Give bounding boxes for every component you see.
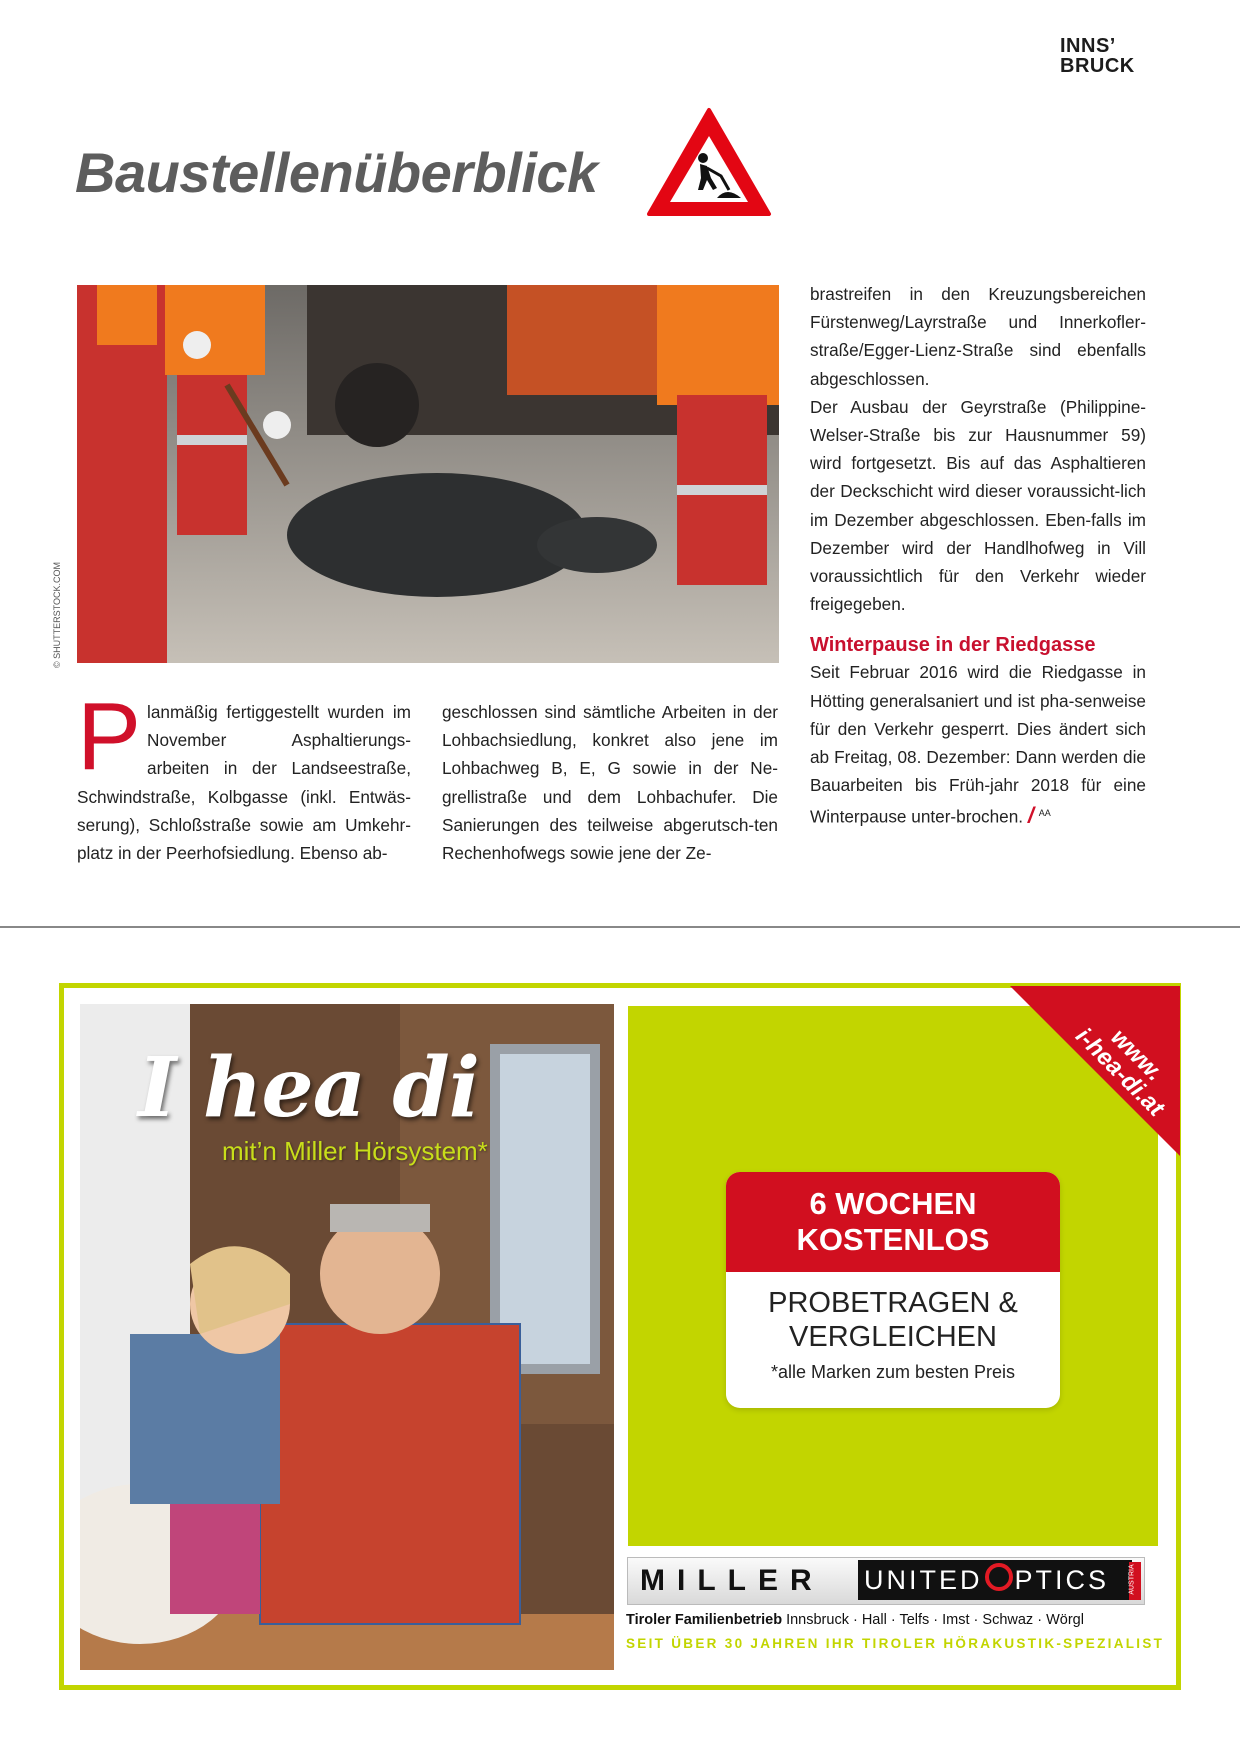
offer-body-line: PROBETRAGEN & — [768, 1287, 1018, 1319]
article-paragraph: Der Ausbau der Geyrstraße (Philippine-Welser-Straße bis zur Hausnummer 59) wird fortgesetzt. Bis auf das Asphaltieren der Deckschicht wird dieser voraussicht-lich im Dezember abgeschlossen. Eben-falls im Dezember wird der Handlhofweg in Vill voraussichtlich für den Verkehr wieder freigegeben. — [810, 396, 1146, 615]
offer-body-line: VERGLEICHEN — [789, 1321, 997, 1353]
logo-austria-text: AUSTRIA — [1128, 1564, 1136, 1595]
tagline-bold: Tiroler Familienbetrieb — [626, 1612, 783, 1628]
article-text-2: geschlossen sind sämtliche Arbeiten in der Lohbachsiedlung, konkret also jene im Lohbachweg B, E, G sowie in der Ne-grellistraße und dem Lohbachufer. Die Sanierungen des teilweise abgerutsch-ten Rechenhofwegs sowie jene der Ze- — [442, 702, 778, 864]
photo-credit: © SHUTTERSTOCK.COM — [52, 562, 62, 668]
ad-claim: SEIT ÜBER 30 JAHREN IHR TIROLER HÖRAKUSTIK-SPEZIALIST — [626, 1636, 1165, 1651]
roadwork-photo — [77, 285, 779, 663]
offer-header-line: KOSTENLOS — [796, 1222, 990, 1257]
magazine-logo — [1060, 36, 1180, 76]
article-column-3 — [810, 280, 1146, 831]
article-text-1: lanmäßig fertiggestellt wurden im November Asphaltierungs-arbeiten in der Landseestraße, Schwindstraße, Kolbgasse (inkl. Entwäs-serung), Schloßstraße sowie am Umkehr-platz in der Peerhofsiedlung. Ebenso ab- — [77, 702, 411, 864]
offer-header — [726, 1172, 1060, 1272]
magazine-logo-line2: BRUCK — [1060, 55, 1135, 77]
roadwork-warning-sign-icon — [645, 106, 773, 218]
section-divider — [0, 926, 1240, 928]
page-title: Baustellenüberblick — [75, 141, 598, 204]
ad-headline: I hea di — [138, 1040, 479, 1136]
ad-url[interactable]: www. i-hea-di.at — [1070, 1022, 1170, 1122]
offer-header-line: 6 WOCHEN — [809, 1186, 977, 1221]
article-paragraph: brastreifen in den Kreuzungsbereichen Fürstenweg/Layrstraße und Innerkofler-straße/Egger-Lienz-Straße sind ebenfalls abgeschlossen. — [810, 284, 1146, 389]
article-paragraph-last — [810, 658, 1146, 831]
end-mark: / — [1027, 803, 1034, 829]
article-column-1 — [77, 683, 411, 867]
tagline-locations: Innsbruck · Hall · Telfs · Imst · Schwaz · Wörgl — [782, 1612, 1084, 1628]
magazine-logo-line1: INNS’ — [1060, 35, 1116, 57]
optics-ring-icon — [985, 1563, 1013, 1591]
article-paragraph: Seit Februar 2016 wird die Riedgasse in Hötting generalsaniert und ist pha-senweise für den Verkehr gesperrt. Dies ändert sich ab Freitag, 08. Dezember: Dann werden die Bauarbeiten bis Früh-jahr 2018 für eine Winterpause unter-brochen. — [810, 662, 1146, 828]
logo-austria-tag — [1129, 1562, 1141, 1600]
article-subheading: Winterpause in der Riedgasse — [810, 634, 1096, 657]
article-column-2 — [442, 698, 778, 867]
offer-note: *alle Marken zum besten Preis — [770, 1362, 1016, 1382]
logo-united-optics — [858, 1560, 1132, 1600]
ad-subline: mit’n Miller Hörsystem* — [222, 1136, 488, 1166]
logo-miller-text: MILLER — [640, 1564, 824, 1597]
ad-tagline — [626, 1612, 1084, 1628]
offer-body — [726, 1286, 1060, 1354]
logo-optics-text: PTICS — [1014, 1565, 1110, 1595]
author-initials: AA — [1038, 808, 1051, 819]
logo-united-text: UNITED — [864, 1565, 983, 1595]
offer-box — [726, 1172, 1060, 1408]
drop-cap: P — [77, 683, 142, 790]
